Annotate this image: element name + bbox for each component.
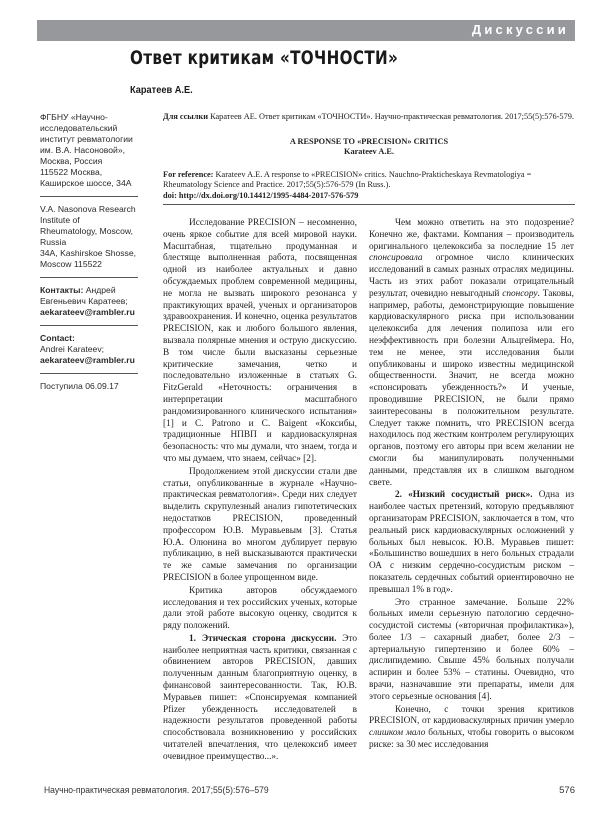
- affiliation-en-line: Institute of: [40, 215, 80, 225]
- contacts-ru-email-link[interactable]: aekarateev@rambler.ru: [40, 307, 135, 317]
- paragraph: [163, 634, 357, 764]
- contacts-en-label: Contact:: [40, 333, 75, 343]
- paragraph: [369, 218, 574, 489]
- subsection-heading: 1. Этическая сторона дискуссии.: [189, 633, 337, 644]
- emphasis: слишком мало: [369, 728, 426, 739]
- paragraph-text: Одна из наиболее частых претензий, которую предъявляют организаторам PRECISION, заключается в том, что реальный риск кардиоваскулярных осложнений у больных был невысок. Ю.В. Муравьев пишет: «Большинство вошедших в него больных страдали ОА с низким сердечно-сосудистым риском – показатель сердечных событий ориентировочно не превышал 1% в год».: [369, 490, 574, 595]
- paragraph-text: Это наиболее неприятная часть критики, связанная с обвинением авторов PRECISION, давших полученным данным благоприятную оценку, в финансовой заинтересованности. Так, Ю.В. Муравьев пишет: «Спонсируемая компанией Pfizer убежденность исследователей в надежности результатов проведенной работы способствовала возникновению у российских читателей впечатления, что целекоксиб имеет очевидное преимущество...».: [163, 633, 357, 762]
- citation-en: [163, 170, 575, 191]
- affiliation-ru: [40, 112, 138, 196]
- body-column-left: [163, 218, 357, 765]
- section-header-bar: [37, 20, 575, 41]
- sidebar: [40, 112, 138, 399]
- contacts-ru-name-2: Евгеньевич Каратеев;: [40, 296, 128, 306]
- sidebar-divider: [40, 196, 138, 197]
- contacts-en-name: Andrei Karateev;: [40, 344, 105, 354]
- paragraph-text: больных, чтобы говорить о высоком риске: за 30 мес исследования: [369, 728, 575, 751]
- affiliation-ru-line: Москва, Россия: [40, 156, 103, 166]
- citation-ru-label: Для ссылки: [163, 112, 208, 121]
- affiliation-en-line: Russia: [40, 237, 67, 247]
- emphasis: спонсировала: [369, 253, 423, 264]
- sidebar-divider: [40, 277, 138, 278]
- citation-block: [163, 112, 575, 205]
- affiliation-en-line: Rheumatology, Moscow,: [40, 226, 133, 236]
- paragraph-text: Чем можно ответить на это подозрение? Конечно же, фактами. Компания – производитель оригинального целекоксиба за последние 15 лет: [369, 218, 574, 252]
- section-label: Дискуссии: [471, 22, 569, 37]
- affiliation-ru-line: Каширское шоссе, 34А: [40, 178, 132, 188]
- sidebar-divider: [40, 325, 138, 326]
- footer-journal: Научно-практическая ревматология. 2017;55(5):576–579: [44, 785, 269, 796]
- affiliation-en-line: V.A. Nasonova Research: [40, 204, 136, 214]
- english-title: A RESPONSE TO «PRECISION» CRITICS: [289, 136, 449, 146]
- contacts-en: [40, 333, 138, 373]
- body-column-right: [369, 218, 574, 753]
- paragraph-text: Конечно, с точки зрения критиков PRECISION, от кардиоваскулярных причин умерло: [369, 704, 574, 727]
- paragraph: Исследование PRECISION – несомненно, очень яркое событие для всей мировой науки. Масштабная, тщательно продуманная и блестяще выполненная работа, посвященная одной из наиболее актуальных и давно обсуждаемых проблем современной медицины, не могла не вызвать широкого резонанса у практикующих врачей, ученых и организаторов здравоохранения. И конечно, оценка результатов PRECISION, как и любого большого явления, вызвала полярные мнения и острую дискуссию. В том числе были высказаны серьезные критические замечания, четко и последовательно изложенные в статьях G. FitzGerald «Неточность: ограничения в интерпретации масштабного рандомизированного клинического испытания» [1] и C. Patrono и C. Baigent «Коксибы, традиционные НПВП и кардиоваскулярная безопасность: что мы думали, что знаем, тогда и что мы думаем, что знаем, сейчас» [2].: [163, 218, 357, 464]
- citation-ru: [163, 112, 575, 123]
- emphasis: спонсору: [502, 288, 538, 299]
- paragraph-text: огромное число клинических исследований в самых разных отраслях медицины. Часть из этих работ показали отрицательный результат, очевидно невыгодный: [369, 253, 574, 299]
- doi-text[interactable]: doi: http://dx.doi.org/10.14412/1995-4484-2017-576-579: [163, 190, 359, 200]
- contacts-ru-name: Андрей: [85, 285, 116, 295]
- paragraph: Это странное замечание. Больше 22% больных имели серьезную патологию сердечно-сосудистой системы («вторичная профилактика»), более 1/3 – сахарный диабет, более 2/3 – артериальную гипертензию и более 60% – дислипидемию. Свыше 45% больных получали аспирин и более 53% – статины. Очевидно, что врачи, назначавшие эти препараты, имели для этого серьезные основания [4].: [369, 597, 574, 702]
- article-title: Ответ критикам «ТОЧНОСТИ»: [130, 48, 399, 69]
- paragraph: Критика авторов обсуждаемого исследования и тех российских ученых, которые дали этой работе высокую оценку, сводится к ряду положений.: [163, 585, 357, 632]
- page-number: 576: [559, 785, 575, 796]
- paragraph: [369, 490, 574, 596]
- citation-en-label: For reference:: [163, 169, 214, 179]
- paragraph: [369, 705, 574, 752]
- paragraph: Продолжением этой дискуссии стали две статьи, опубликованные в журнале «Научно-практическая ревматология». Среди них следует выделить скрупулезный анализ гипотетических недостатков PRECISION, проведенный профессором Ю.В. Муравьевым [3]. Статья Ю.А. Олюнина во многом дублирует первую публикацию, в ней высказываются практически те же самые замечания по организации PRECISION в более упрощенном виде.: [163, 466, 357, 583]
- affiliation-ru-line: ФГБНУ «Научно-: [40, 112, 108, 122]
- article-author: Каратеев А.Е.: [130, 84, 193, 96]
- received-date: Поступила 06.09.17: [40, 381, 119, 391]
- affiliation-en-line: Moscow 115522: [40, 259, 102, 269]
- contacts-en-email-link[interactable]: aekarateev@rambler.ru: [40, 355, 135, 365]
- affiliation-ru-line: институт ревматологии: [40, 134, 133, 144]
- english-author: Karateev A.E.: [344, 146, 394, 156]
- paragraph-text: . Таковы, например, работы, демонстрирующие повышение кардиоваскулярного риска при использовании целекоксиба для лечения полипоза или его неэффективность при болезни Альцгеймера. Но, тем не менее, эти исследования были опубликованы и широко известны медицинской общественности. Значит, не всегда можно «спонсировать убежденность?» И ученые, проводившие PRECISION, не были прямо заинтересованы в положительном результате. Следует также помнить, что PRECISION всегда находилось под жестким контролем регулирующих органов, поэтому его авторы при всем желании не смогли бы манипулировать полученными данными, представляя их в слишком выгодном свете.: [369, 288, 574, 488]
- contacts-ru: [40, 285, 138, 325]
- citation-ru-text: Каратеев АЕ. Ответ критикам «ТОЧНОСТИ». Научно-практическая ревматология. 2017;55(5):576-579.: [210, 112, 574, 121]
- doi-link[interactable]: [163, 191, 575, 202]
- affiliation-en-line: 34A, Kashirskoe Shosse,: [40, 248, 137, 258]
- citation-en-text: Karateev A.E. A response to «PRECISION» critics. Nauchno-Prakticheskaya Revmatologiya = Rheumatology Science and Practice. 2017;55(5):576-579 (In Russ.).: [163, 169, 532, 189]
- affiliation-en: [40, 204, 138, 277]
- citation-divider: [163, 204, 575, 205]
- contacts-ru-label: Контакты:: [40, 285, 84, 295]
- affiliation-ru-line: исследовательский: [40, 123, 118, 133]
- subsection-heading: 2. «Низкий сосудистый риск».: [395, 490, 533, 501]
- affiliation-ru-line: 115522 Москва,: [40, 167, 103, 177]
- affiliation-ru-line: им. В.А. Насоновой»,: [40, 145, 126, 155]
- sidebar-divider: [40, 373, 138, 374]
